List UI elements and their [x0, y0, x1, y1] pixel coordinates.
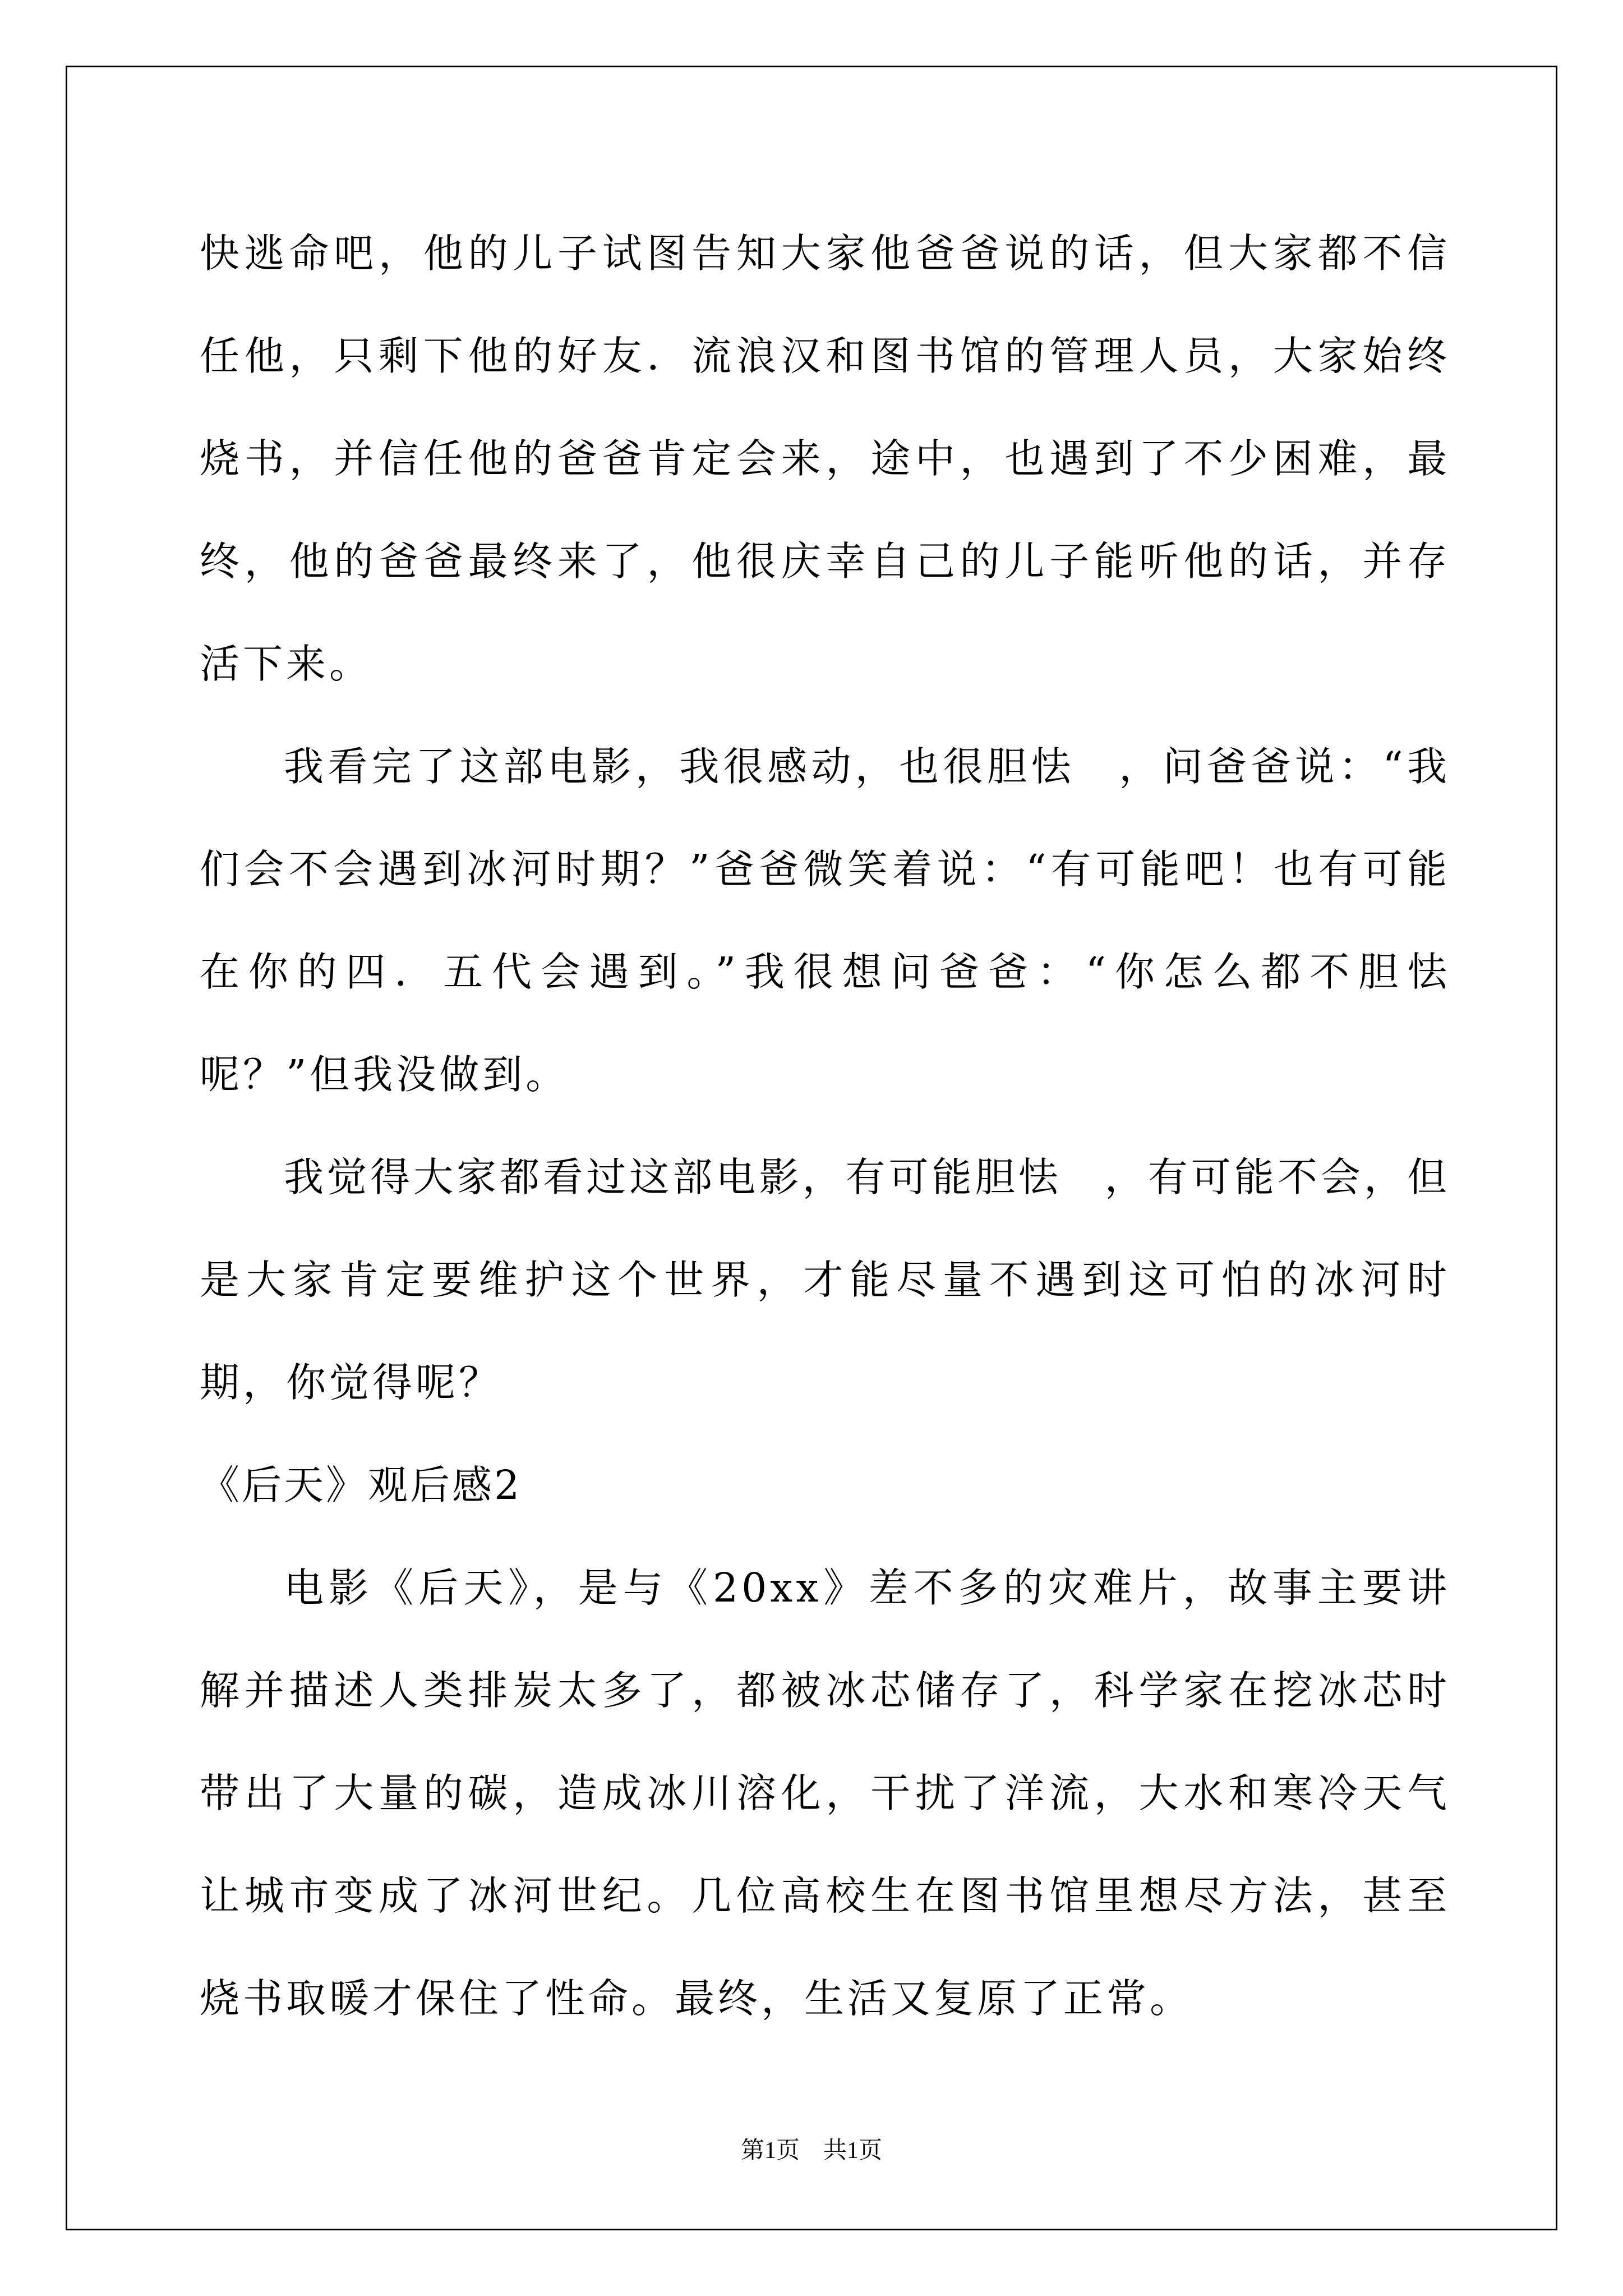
section-title: 《后天》观后感2: [200, 1462, 522, 1508]
paragraph-continuation: 快逃命吧，他的儿子试图告知大家他爸爸说的话，但大家都不信任他，只剩下他的好友．流浪汉和图书馆的管理人员，大家始终烧书，并信任他的爸爸肯定会来，途中，也遇到了不少困难，最终，他的爸爸最终来了，他很庆幸自己的儿子能听他的话，并存活下来。: [200, 230, 1450, 687]
paragraph-reaction: 我看完了这部电影，我很感动，也很胆怯 ，问爸爸说：“我们会不会遇到冰河时期？”爸爸微笑着说：“有可能吧！也有可能在你的四．五代会遇到。”我很想问爸爸：“你怎么都不胆怯呢？”但我没做到。: [200, 743, 1450, 1098]
paragraph-summary: 电影《后天》，是与《20xx》差不多的灾难片，故事主要讲解并描述人类排炭太多了，都被冰芯储存了，科学家在挖冰芯时带出了大量的碳，造成冰川溶化，干扰了洋流，大水和寒冷天气让城市变成了冰河世纪。几位高校生在图书馆里想尽方法，甚至烧书取暖才保住了性命。最终，生活又复原了正常。: [200, 1565, 1450, 2022]
page-footer: 第1页 共1页: [740, 2138, 882, 2164]
document-body: [200, 202, 1450, 2050]
paragraph-reflection: 我觉得大家都看过这部电影，有可能胆怯 ，有可能不会，但是大家肯定要维护这个世界，才能尽量不遇到这可怕的冰河时期，你觉得呢？: [200, 1154, 1450, 1406]
